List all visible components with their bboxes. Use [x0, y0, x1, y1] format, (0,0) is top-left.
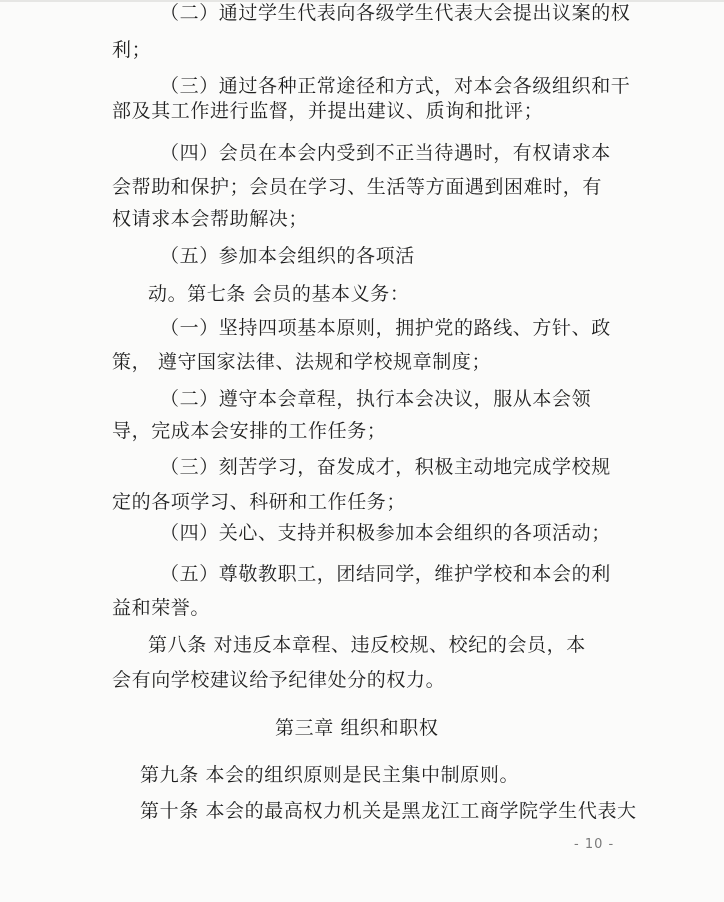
text-line: 会帮助和保护；会员在学习、生活等方面遇到困难时，有 — [112, 176, 603, 198]
text-line: 第八条 对违反本章程、违反校规、校纪的会员，本 — [148, 634, 586, 656]
text-line: 部及其工作进行监督，并提出建议、质询和批评； — [112, 100, 544, 122]
text-line: 会有向学校建议给予纪律处分的权力。 — [112, 669, 446, 691]
page-number: - 10 - — [574, 837, 615, 852]
text-line: （三）通过各种正常途径和方式，对本会各级组织和干 — [160, 75, 631, 97]
text-line: 策， 遵守国家法律、法规和学校规章制度； — [112, 351, 492, 373]
text-line: （四）关心、支持并积极参加本会组织的各项活动； — [160, 522, 611, 544]
text-line: 定的各项学习、科研和工作任务； — [112, 491, 407, 513]
text-line: （二）遵守本会章程，执行本会决议，服从本会领 — [160, 388, 592, 410]
text-line: （五）参加本会组织的各项活 — [160, 245, 415, 267]
text-line: 第十条 本会的最高权力机关是黑龙江工商学院学生代表大 — [140, 800, 637, 822]
text-line: （一）坚持四项基本原则，拥护党的路线、方针、政 — [160, 317, 611, 339]
text-line: 利； — [112, 39, 152, 61]
text-line: 权请求本会帮助解决； — [112, 208, 309, 230]
text-line: 第九条 本会的组织原则是民主集中制原则。 — [140, 764, 520, 786]
text-line: 动。第七条 会员的基本义务： — [148, 283, 410, 305]
text-line: （五）尊敬教职工，团结同学，维护学校和本会的利 — [160, 563, 611, 585]
text-line: （二）通过学生代表向各级学生代表大会提出议案的权 — [160, 2, 631, 24]
text-line: 导，完成本会安排的工作任务； — [112, 420, 387, 442]
text-line: （四）会员在本会内受到不正当待遇时，有权请求本 — [160, 142, 611, 164]
text-line: 益和荣誉。 — [112, 597, 211, 619]
text-line: （三）刻苦学习，奋发成才，积极主动地完成学校规 — [160, 456, 611, 478]
chapter-heading: 第三章 组织和职权 — [275, 717, 439, 739]
